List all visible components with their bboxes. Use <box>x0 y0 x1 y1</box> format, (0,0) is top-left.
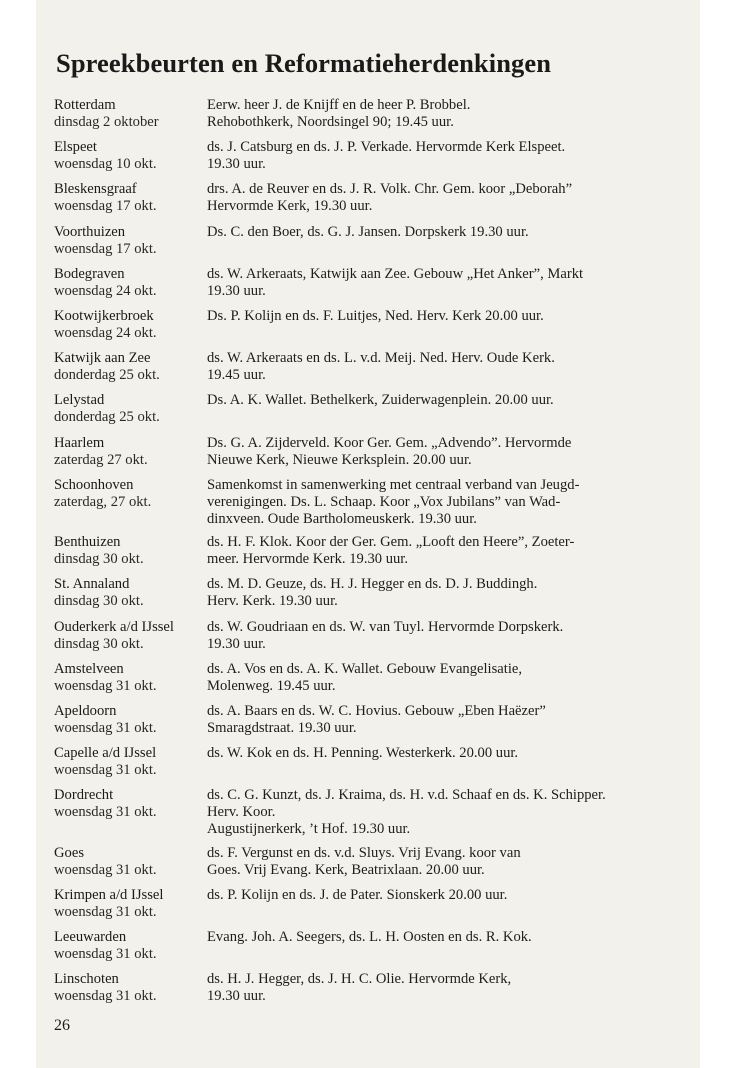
entry-description-line: ds. W. Arkeraats en ds. L. v.d. Meij. Ned. Herv. Oude Kerk. <box>207 350 555 366</box>
entry-description <box>207 181 694 215</box>
entry-description-line: drs. A. de Reuver en ds. J. R. Volk. Chr. Gem. koor „Deborah” <box>207 181 573 197</box>
entry-date: woensdag 17 okt. <box>54 241 157 257</box>
entry-description <box>207 224 694 241</box>
entry-description-line: ds. J. Catsburg en ds. J. P. Verkade. Hervormde Kerk Elspeet. <box>207 139 566 155</box>
entry-place: Voorthuizen <box>54 224 126 240</box>
entry-description-line: meer. Hervormde Kerk. 19.30 uur. <box>207 551 409 567</box>
entry-place: Schoonhoven <box>54 477 134 493</box>
entry-place: Rotterdam <box>54 97 116 113</box>
entry-date: dinsdag 30 okt. <box>54 551 144 567</box>
entry-date: zaterdag 27 okt. <box>54 452 148 468</box>
entry-place: Dordrecht <box>54 787 114 803</box>
entry-description <box>207 971 694 1005</box>
list-item <box>54 971 694 1005</box>
entry-description-line: Ds. C. den Boer, ds. G. J. Jansen. Dorpskerk 19.30 uur. <box>207 224 529 240</box>
entry-date: donderdag 25 okt. <box>54 409 160 425</box>
entry-description-line: Augustijnerkerk, ’t Hof. 19.30 uur. <box>207 821 411 837</box>
entry-description-line: Eerw. heer J. de Knijff en de heer P. Brobbel. <box>207 97 471 113</box>
entry-description <box>207 534 694 568</box>
entry-description-line: Ds. G. A. Zijderveld. Koor Ger. Gem. „Advendo”. Hervormde <box>207 435 572 451</box>
entry-date: woensdag 31 okt. <box>54 720 157 736</box>
entry-description <box>207 350 694 384</box>
entry-date: woensdag 31 okt. <box>54 862 157 878</box>
entry-place: St. Annaland <box>54 576 130 592</box>
entry-description-line: 19.30 uur. <box>207 988 266 1004</box>
entry-description-line: Ds. P. Kolijn en ds. F. Luitjes, Ned. Herv. Kerk 20.00 uur. <box>207 308 544 324</box>
entry-description-line: 19.30 uur. <box>207 283 266 299</box>
entry-description-line: ds. W. Goudriaan en ds. W. van Tuyl. Hervormde Dorpskerk. <box>207 619 564 635</box>
entry-place: Bleskensgraaf <box>54 181 137 197</box>
entry-date: woensdag 31 okt. <box>54 904 157 920</box>
entry-place: Krimpen a/d IJssel <box>54 887 164 903</box>
entry-place: Leeuwarden <box>54 929 127 945</box>
entry-description-line: ds. M. D. Geuze, ds. H. J. Hegger en ds. D. J. Buddingh. <box>207 576 538 592</box>
entry-place: Capelle a/d IJssel <box>54 745 157 761</box>
entry-place: Elspeet <box>54 139 97 155</box>
entry-description-line: ds. P. Kolijn en ds. J. de Pater. Sionskerk 20.00 uur. <box>207 887 508 903</box>
list-item <box>54 787 694 838</box>
entry-description <box>207 787 694 838</box>
entry-description-line: Hervormde Kerk, 19.30 uur. <box>207 198 373 214</box>
entry-description-line: Rehobothkerk, Noordsingel 90; 19.45 uur. <box>207 114 454 130</box>
list-item <box>54 929 694 963</box>
entry-description-line: Goes. Vrij Evang. Kerk, Beatrixlaan. 20.00 uur. <box>207 862 485 878</box>
list-item <box>54 477 694 528</box>
entry-date: dinsdag 30 okt. <box>54 593 144 609</box>
list-item <box>54 845 694 879</box>
entry-place: Ouderkerk a/d IJssel <box>54 619 174 635</box>
entry-description-line: ds. A. Baars en ds. W. C. Hovius. Gebouw „Eben Haëzer” <box>207 703 546 719</box>
list-item <box>54 576 694 610</box>
page-title: Spreekbeurten en Reformatieherdenkingen <box>56 48 552 78</box>
list-item <box>54 392 694 426</box>
entry-place: Haarlem <box>54 435 105 451</box>
entry-place: Benthuizen <box>54 534 121 550</box>
entry-description <box>207 845 694 879</box>
entry-date: woensdag 10 okt. <box>54 156 157 172</box>
entry-date: dinsdag 2 oktober <box>54 114 159 130</box>
entry-place: Linschoten <box>54 971 119 987</box>
entry-description-line: ds. C. G. Kunzt, ds. J. Kraima, ds. H. v.d. Schaaf en ds. K. Schipper. <box>207 787 606 803</box>
list-item <box>54 266 694 300</box>
list-item <box>54 435 694 469</box>
entry-description-line: Herv. Kerk. 19.30 uur. <box>207 593 338 609</box>
entry-description <box>207 139 694 173</box>
entry-description <box>207 745 694 762</box>
entry-place: Amstelveen <box>54 661 124 677</box>
list-item <box>54 139 694 173</box>
entry-description <box>207 435 694 469</box>
entry-place: Kootwijkerbroek <box>54 308 154 324</box>
entry-date: donderdag 25 okt. <box>54 367 160 383</box>
entry-description-line: ds. F. Vergunst en ds. v.d. Sluys. Vrij Evang. koor van <box>207 845 521 861</box>
entry-description-line: ds. A. Vos en ds. A. K. Wallet. Gebouw Evangelisatie, <box>207 661 522 677</box>
entry-description <box>207 887 694 904</box>
entry-description-line: ds. W. Arkeraats, Katwijk aan Zee. Gebouw „Het Anker”, Markt <box>207 266 584 282</box>
entry-description-line: Smaragdstraat. 19.30 uur. <box>207 720 357 736</box>
list-item <box>54 703 694 737</box>
entry-description-line: ds. H. J. Hegger, ds. J. H. C. Olie. Hervormde Kerk, <box>207 971 512 987</box>
entry-place: Lelystad <box>54 392 105 408</box>
entry-description <box>207 308 694 325</box>
entry-description <box>207 703 694 737</box>
entry-date: woensdag 31 okt. <box>54 678 157 694</box>
entry-description <box>207 266 694 300</box>
entry-date: zaterdag, 27 okt. <box>54 494 152 510</box>
entry-date: woensdag 31 okt. <box>54 946 157 962</box>
book-page <box>36 0 700 1068</box>
entry-date: woensdag 24 okt. <box>54 325 157 341</box>
list-item <box>54 661 694 695</box>
entry-date: woensdag 31 okt. <box>54 988 157 1004</box>
list-item <box>54 350 694 384</box>
page-number: 26 <box>54 1017 70 1034</box>
entry-place: Bodegraven <box>54 266 125 282</box>
entry-description <box>207 661 694 695</box>
entry-description-line: 19.45 uur. <box>207 367 266 383</box>
entry-description-line: ds. H. F. Klok. Koor der Ger. Gem. „Looft den Heere”, Zoeter- <box>207 534 575 550</box>
entry-description-line: ds. W. Kok en ds. H. Penning. Westerkerk. 20.00 uur. <box>207 745 519 761</box>
entry-place: Apeldoorn <box>54 703 117 719</box>
entry-description <box>207 576 694 610</box>
list-item <box>54 745 694 779</box>
list-item <box>54 887 694 921</box>
list-item <box>54 534 694 568</box>
entry-description-line: 19.30 uur. <box>207 156 266 172</box>
entry-place: Goes <box>54 845 84 861</box>
list-item <box>54 97 694 131</box>
entry-description <box>207 929 694 946</box>
entry-date: woensdag 24 okt. <box>54 283 157 299</box>
entry-description-line: 19.30 uur. <box>207 636 266 652</box>
entry-description <box>207 392 694 409</box>
list-item <box>54 619 694 653</box>
entry-description-line: Samenkomst in samenwerking met centraal verband van Jeugd- <box>207 477 580 493</box>
entry-description-line: Molenweg. 19.45 uur. <box>207 678 336 694</box>
entry-date: woensdag 31 okt. <box>54 804 157 820</box>
entry-description <box>207 619 694 653</box>
entry-description-line: dinxveen. Oude Bartholomeuskerk. 19.30 uur. <box>207 511 477 527</box>
list-item <box>54 308 694 342</box>
list-item <box>54 181 694 215</box>
entry-description <box>207 97 694 131</box>
entry-date: woensdag 17 okt. <box>54 198 157 214</box>
entry-date: woensdag 31 okt. <box>54 762 157 778</box>
entry-date: dinsdag 30 okt. <box>54 636 144 652</box>
entry-description-line: Ds. A. K. Wallet. Bethelkerk, Zuiderwagenplein. 20.00 uur. <box>207 392 554 408</box>
entry-place: Katwijk aan Zee <box>54 350 151 366</box>
entry-description-line: verenigingen. Ds. L. Schaap. Koor „Vox Jubilans” van Wad- <box>207 494 561 510</box>
entry-description-line: Herv. Koor. <box>207 804 276 820</box>
entry-description <box>207 477 694 528</box>
entry-description-line: Nieuwe Kerk, Nieuwe Kerksplein. 20.00 uur. <box>207 452 472 468</box>
list-item <box>54 224 694 258</box>
entry-description-line: Evang. Joh. A. Seegers, ds. L. H. Oosten en ds. R. Kok. <box>207 929 532 945</box>
